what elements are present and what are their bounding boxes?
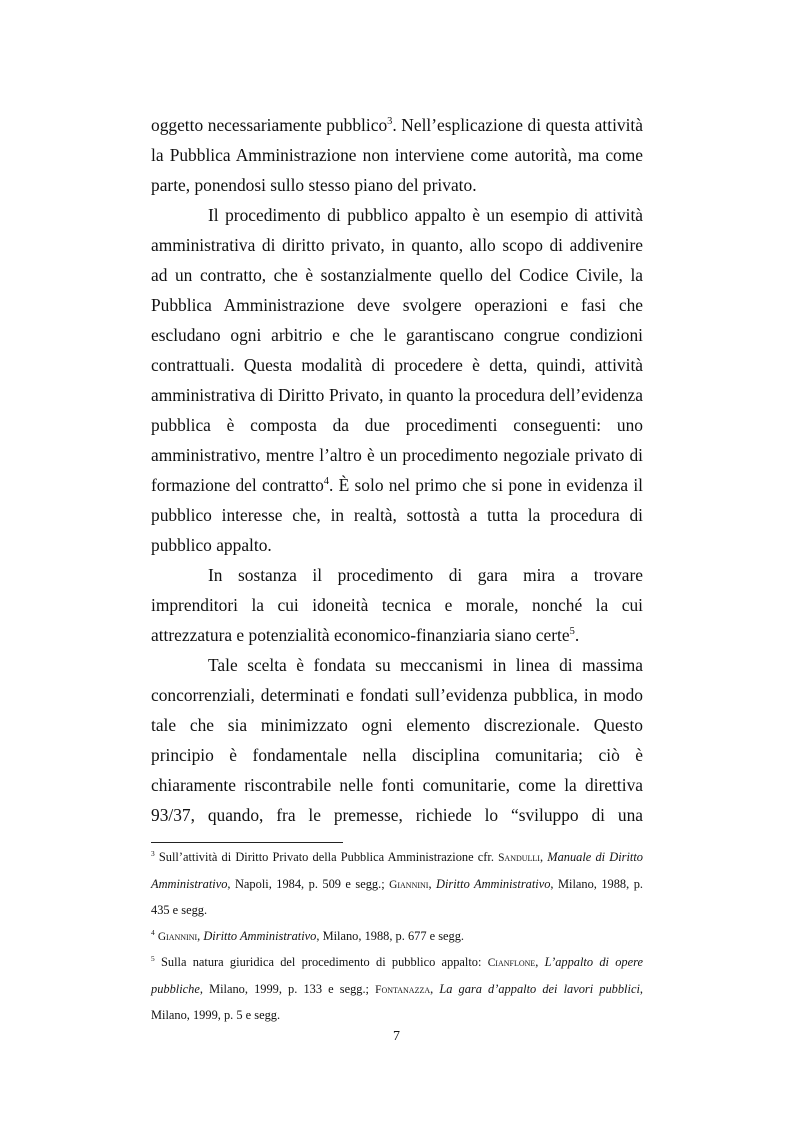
paragraph-line: Tale scelta è fondata su meccanismi in linea di massima bbox=[208, 655, 643, 675]
footnote-author: Giannini bbox=[157, 930, 198, 943]
footnote-number: 3 bbox=[151, 848, 155, 858]
paragraph-text: oggetto necessariamente pubblico bbox=[151, 115, 388, 135]
paragraph-3 bbox=[151, 560, 643, 650]
paragraph-text: . bbox=[574, 625, 580, 645]
footnote-text: Sull’attività di Diritto Privato della Pubblica Amministrazione cfr. bbox=[154, 850, 499, 864]
footnote-text: , Napoli, 1984, p. 509 e segg.; bbox=[227, 876, 390, 891]
footnote-text: , Milano, 1988, p. 435 e segg. bbox=[151, 876, 643, 917]
footnote-ref-4[interactable]: 4 bbox=[323, 476, 330, 488]
footnote-title: Diritto Amministrativo bbox=[203, 928, 317, 943]
footnote-text: , bbox=[430, 981, 440, 996]
paragraph-line: principio è fondamentale nella disciplina comunitaria; ciò è bbox=[151, 745, 643, 765]
paragraph-text: . È solo nel primo che si pone in evidenza il pubblico interesse che, in realtà, sottostà a tutta la procedura di pubblico appalto. bbox=[151, 475, 644, 555]
footnote-author: Sandulli bbox=[498, 852, 540, 864]
page-number: 7 bbox=[393, 1029, 400, 1044]
footnote-ref-5[interactable]: 5 bbox=[569, 626, 575, 638]
footnote-text: , bbox=[535, 955, 545, 969]
footnote-title: Manuale di Diritto Amministrativo bbox=[151, 850, 643, 891]
footnote-number: 5 bbox=[151, 953, 155, 963]
footnote-title: Diritto Amministrativo bbox=[436, 876, 551, 891]
footnote-text: , bbox=[197, 928, 204, 943]
footnote-3 bbox=[151, 845, 643, 924]
main-text bbox=[151, 110, 643, 830]
footnote-text: , Milano, 1999, p. 133 e segg.; bbox=[199, 981, 376, 996]
paragraph-line: tale che sia minimizzato ogni elemento discrezionale. Questo bbox=[151, 715, 643, 735]
footnotes bbox=[151, 845, 643, 1029]
paragraph-1 bbox=[151, 110, 643, 200]
paragraph-text: In sostanza il procedimento di gara mira a trovare imprenditori la cui idoneità tecnica e morale, nonché la cui attrezzatura e potenzialità economico-finanziaria siano certe bbox=[151, 565, 643, 645]
footnote-5 bbox=[151, 950, 643, 1029]
footnote-number: 4 bbox=[151, 927, 155, 937]
footnote-text: , bbox=[539, 850, 548, 864]
footnote-text: Sulla natura giuridica del procedimento di pubblico appalto: bbox=[154, 955, 488, 969]
footnote-separator bbox=[151, 842, 343, 843]
footnote-author: Cianflone bbox=[487, 957, 536, 969]
footnote-author: Giannini bbox=[389, 878, 429, 891]
footnote-4 bbox=[151, 924, 643, 951]
paragraph-2 bbox=[151, 200, 643, 560]
footnote-text: , Milano, 1999, p. 5 e segg. bbox=[151, 981, 643, 1022]
footnote-text: , bbox=[428, 876, 437, 891]
paragraph-text: . Nell’esplicazione di questa attività la Pubblica Amministrazione non interviene come autorità, ma come parte, ponendosi sullo stesso piano del privato. bbox=[151, 115, 643, 195]
footnote-ref-3[interactable]: 3 bbox=[387, 116, 393, 128]
paragraph-4 bbox=[151, 650, 643, 830]
footnote-title: L’appalto di opere pubbliche bbox=[151, 955, 643, 996]
footnote-text: , Milano, 1988, p. 677 e segg. bbox=[316, 928, 465, 943]
paragraph-line: concorrenziali, determinati e fondati sull’evidenza pubblica, in modo bbox=[151, 685, 643, 705]
footnote-title: La gara d’appalto dei lavori pubblici bbox=[439, 981, 640, 996]
paragraph-line: chiaramente riscontrabile nelle fonti comunitarie, come la direttiva bbox=[151, 775, 643, 795]
paragraph-line: 93/37, quando, fra le premesse, richiede lo “sviluppo di una bbox=[151, 805, 643, 825]
footnote-author: Fontanazza bbox=[375, 983, 431, 996]
paragraph-text: Il procedimento di pubblico appalto è un esempio di attività amministrativa di diritto privato, in quanto, allo scopo di addivenire ad un contratto, che è sostanzialmente quello del Codice Civile, la Pubblica Amministrazione deve svolgere operazioni e fasi che escludano ogni arbitrio e che le garantiscano congrue condizioni contrattuali. Questa modalità di procedere è detta, quindi, attività amministrativa di Diritto Privato, in quanto la procedura dell’evidenza pubblica è composta da due procedimenti conseguenti: uno amministrativo, mentre l’altro è un procedimento negoziale privato di formazione del contratto bbox=[151, 205, 643, 495]
